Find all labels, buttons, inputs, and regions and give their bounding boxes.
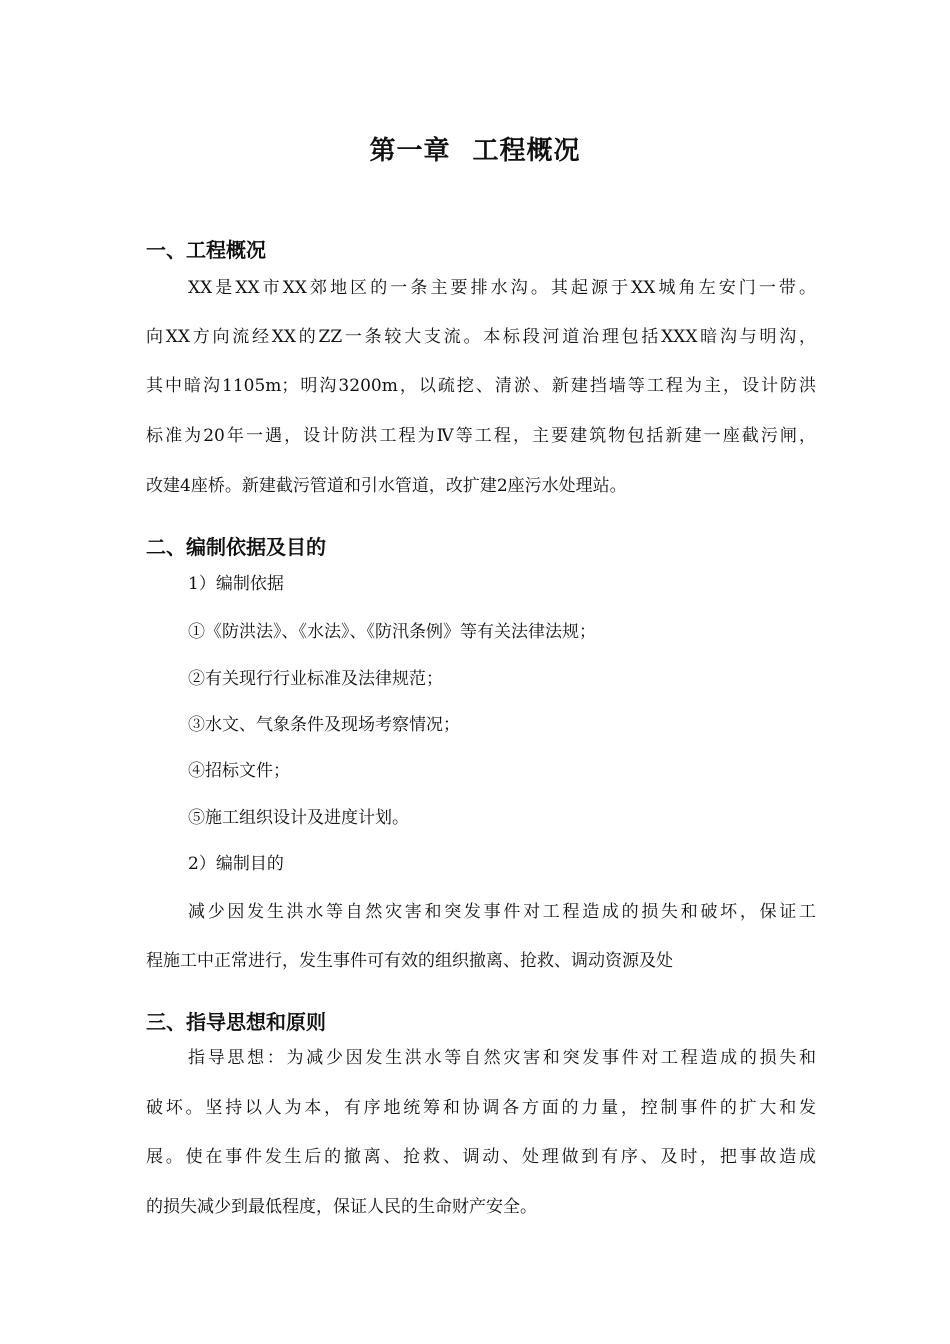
paragraph-line: 展。使在事件发生后的撤离、抢救、调动、处理做到有序、及时，把事故造成	[146, 1147, 816, 1167]
list-item: ②有关现行行业标准及法律规范；	[188, 669, 443, 689]
list-subtitle: 2）编制目的	[188, 854, 284, 874]
paragraph-line: 破坏。坚持以人为本，有序地统筹和协调各方面的力量，控制事件的扩大和发	[146, 1098, 816, 1118]
paragraph-line: 减少因发生洪水等自然灾害和突发事件对工程造成的损失和破坏，保证工	[188, 902, 816, 922]
paragraph-line: 指导思想：为减少因发生洪水等自然灾害和突发事件对工程造成的损失和	[188, 1048, 816, 1068]
section-heading-basis: 二、编制依据及目的	[146, 535, 326, 559]
paragraph-line: 标准为20年一遇，设计防洪工程为Ⅳ等工程，主要建筑物包括新建一座截污闸，	[146, 426, 816, 446]
paragraph-line: 向XX方向流经XX的ZZ一条较大支流。本标段河道治理包括XXX暗沟与明沟，	[146, 327, 816, 347]
list-item: ⑤施工组织设计及进度计划。	[188, 808, 409, 828]
list-item: ①《防洪法》、《水法》、《防汛条例》等有关法律法规；	[188, 622, 596, 642]
list-item: ③水文、气象条件及现场考察情况；	[188, 715, 460, 735]
page-title	[0, 133, 950, 169]
paragraph-line: 其中暗沟1105m；明沟3200m，以疏挖、清淤、新建挡墙等工程为主，设计防洪	[146, 376, 816, 396]
section-heading-overview: 一、工程概况	[146, 238, 266, 262]
paragraph-line: XX是XX市XX郊地区的一条主要排水沟。其起源于XX城角左安门一带。	[188, 278, 816, 298]
paragraph-line: 程施工中正常进行，发生事件可有效的组织撤离、抢救、调动资源及处	[146, 951, 673, 971]
section-heading-principles: 三、指导思想和原则	[146, 1010, 326, 1034]
paragraph-line: 改建4座桥。新建截污管道和引水管道，改扩建2座污水处理站。	[146, 476, 627, 496]
list-subtitle: 1）编制依据	[188, 574, 284, 594]
paragraph-line: 的损失减少到最低程度，保证人民的生命财产安全。	[146, 1197, 537, 1217]
list-item: ④招标文件；	[188, 761, 290, 781]
chapter-name: 工程概况	[472, 136, 581, 166]
chapter-number: 第一章	[369, 136, 451, 166]
